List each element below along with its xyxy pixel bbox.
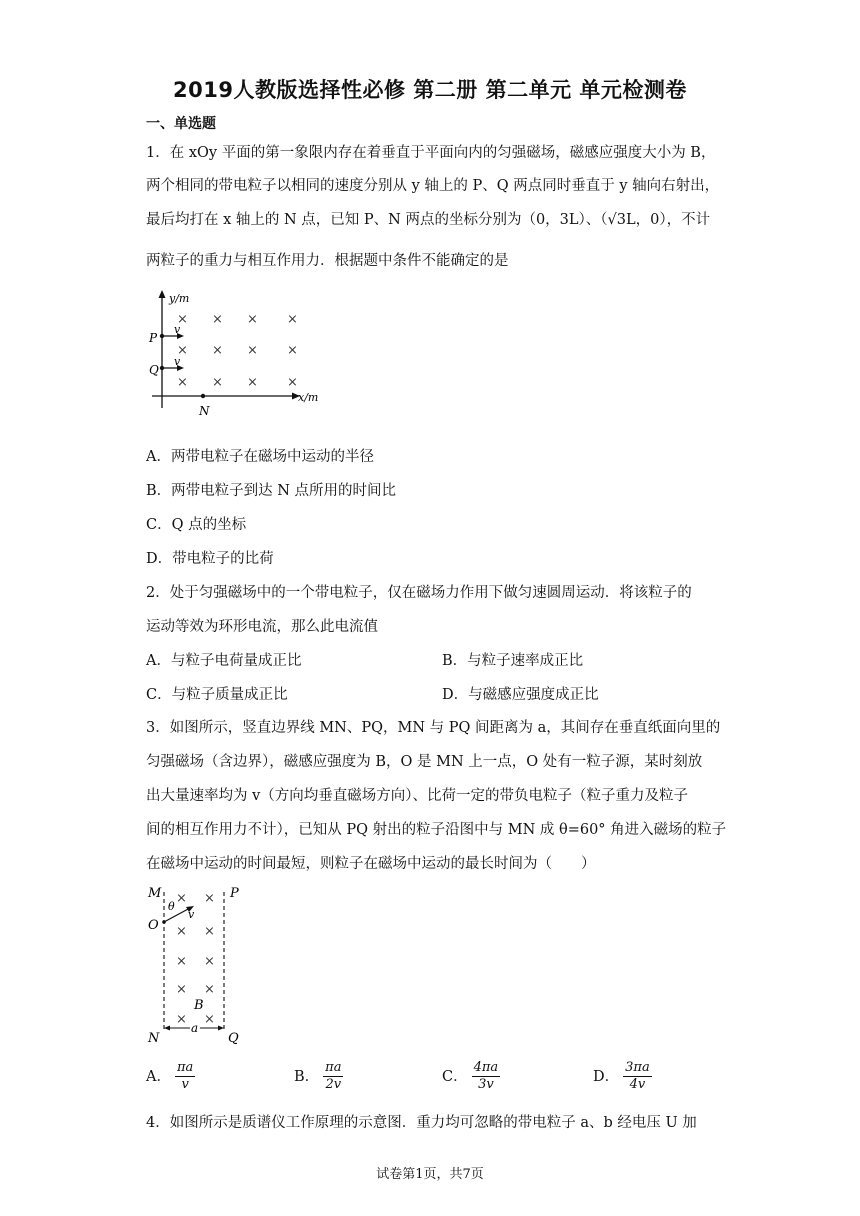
svg-text:×: × — [247, 312, 258, 327]
q1-figure — [146, 288, 326, 423]
q3-label-n: N — [148, 1031, 160, 1046]
q3-option-b: B． $\frac{\pi a}{2v}$ — [294, 1060, 342, 1093]
q3-label-q: Q — [228, 1031, 239, 1046]
svg-text:×: × — [177, 312, 188, 327]
q2-option-a: A．与粒子电荷量成正比 — [146, 653, 302, 669]
q1-x-axis-label: x/m — [298, 391, 319, 404]
svg-text:×: × — [204, 891, 215, 906]
q3-label-b: B — [194, 998, 204, 1013]
q1-option-b: B．两带电粒子到达 N 点所用的时间比 — [146, 483, 397, 499]
q3-label-o: O — [148, 918, 159, 933]
q3-line-3: 出大量速率均为 v（方向均垂直磁场方向）、比荷一定的带负电粒子（粒子重力及粒子 — [146, 788, 689, 804]
q1-y-axis-label: y/m — [169, 292, 190, 305]
svg-text:×: × — [176, 1012, 187, 1027]
q3-line-2: 匀强磁场（含边界），磁感应强度为 B，O 是 MN 上一点，O 处有一粒子源，某时刻放 — [146, 754, 703, 770]
q3-line-4: 间的相互作用力不计），已知从 PQ 射出的粒子沿图中与 MN 成 θ=60° 角进入磁场的粒子 — [146, 822, 727, 838]
q3-option-d: D． $\frac{3\pi a}{4v}$ — [593, 1060, 650, 1093]
q3-label-p: P — [230, 886, 239, 901]
q2-option-d: D．与磁感应强度成正比 — [442, 687, 599, 703]
q3-label-a: a — [191, 1021, 199, 1035]
svg-text:×: × — [176, 924, 187, 939]
q1-option-d: D．带电粒子的比荷 — [146, 551, 274, 567]
svg-text:×: × — [212, 312, 223, 327]
svg-text:×: × — [177, 343, 188, 358]
q3-theta-label: θ — [168, 900, 175, 913]
svg-text:×: × — [176, 954, 187, 969]
q3-line-5: 在磁场中运动的时间最短，则粒子在磁场中运动的最长时间为（ ） — [146, 856, 596, 872]
q1-point-n-label: N — [199, 404, 210, 418]
svg-text:×: × — [287, 343, 298, 358]
svg-text:×: × — [176, 982, 187, 997]
q1-option-c: C．Q 点的坐标 — [146, 517, 247, 533]
svg-text:×: × — [204, 924, 215, 939]
q1-point-p-label: P — [149, 331, 158, 345]
svg-text:×: × — [287, 312, 298, 327]
svg-text:×: × — [204, 1012, 215, 1027]
svg-text:×: × — [247, 375, 258, 390]
q1-line-1: 1．在 xOy 平面的第一象限内存在着垂直于平面向内的匀强磁场，磁感应强度大小为 B， — [146, 145, 716, 161]
q1-velocity-label-p: v — [174, 323, 181, 336]
page-title: 2019人教版选择性必修 第二册 第二单元 单元检测卷 — [173, 78, 687, 102]
svg-text:×: × — [204, 954, 215, 969]
svg-text:×: × — [212, 343, 223, 358]
q1-line-3: 最后均打在 x 轴上的 N 点，已知 P、N 两点的坐标分别为（0，3L）、（√3L，0），不计 — [146, 212, 711, 228]
q1-field-marks — [177, 312, 298, 390]
q2-option-b: B．与粒子速率成正比 — [442, 653, 584, 669]
svg-text:×: × — [176, 891, 187, 906]
q1-line-2: 两个相同的带电粒子以相同的速度分别从 y 轴上的 P、Q 两点同时垂直于 y 轴向右射出， — [146, 178, 720, 194]
q3-line-1: 3．如图所示，竖直边界线 MN、PQ，MN 与 PQ 间距离为 a，其间存在垂直纸面向里的 — [146, 720, 721, 736]
q3-option-c: C． $\frac{4\pi a}{3v}$ — [442, 1060, 499, 1093]
svg-text:×: × — [247, 343, 258, 358]
q1-line-4: 两粒子的重力与相互作用力．根据题中条件不能确定的是 — [146, 253, 509, 269]
svg-text:×: × — [204, 982, 215, 997]
q3-label-m: M — [148, 886, 162, 901]
q3-velocity-label: v — [188, 908, 195, 921]
q1-velocity-label-q: v — [174, 355, 181, 368]
q1-option-a: A．两带电粒子在磁场中运动的半径 — [146, 449, 374, 465]
q1-point-q-label: Q — [149, 363, 159, 377]
q4-line-1: 4．如图所示是质谱仪工作原理的示意图．重力均可忽略的带电粒子 a、b 经电压 U 加 — [146, 1115, 697, 1131]
page-footer: 试卷第1页，共7页 — [376, 1167, 484, 1182]
svg-text:×: × — [212, 375, 223, 390]
q3-option-a: A． $\frac{\pi a}{v}$ — [146, 1060, 194, 1093]
q2-option-c: C．与粒子质量成正比 — [146, 687, 288, 703]
svg-text:×: × — [177, 375, 188, 390]
section-heading: 一、单选题 — [146, 116, 216, 132]
q2-line-1: 2．处于匀强磁场中的一个带电粒子，仅在磁场力作用下做匀速圆周运动．将该粒子的 — [146, 585, 692, 601]
q3-figure — [146, 882, 246, 1047]
svg-text:×: × — [287, 375, 298, 390]
q2-line-2: 运动等效为环形电流，那么此电流值 — [146, 619, 378, 635]
